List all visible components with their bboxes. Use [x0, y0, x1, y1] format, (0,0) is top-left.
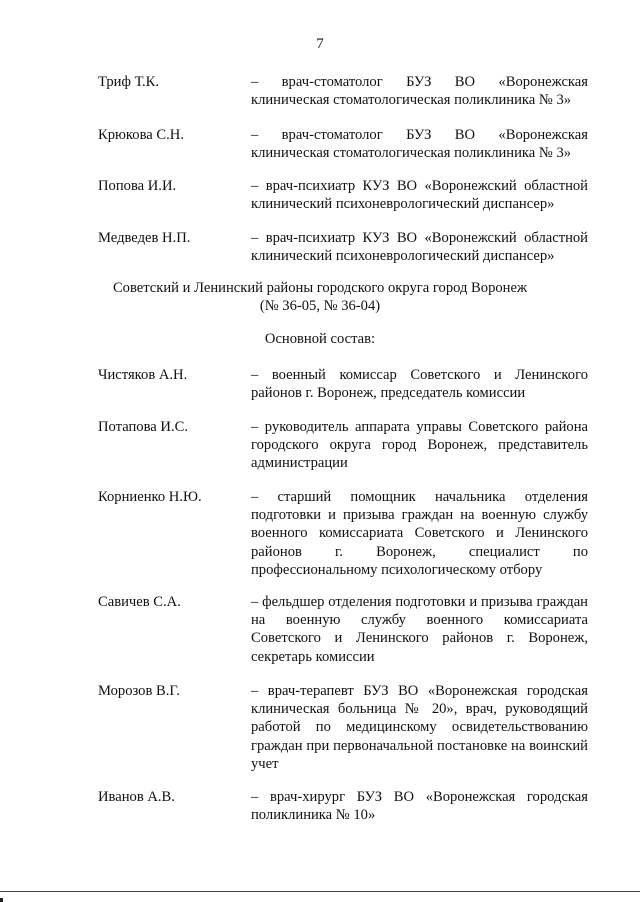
member-description: – врач-стоматолог БУЗ ВО «Воронежская клиническая стоматологическая поликлиника № 3» [251, 74, 588, 109]
section-title: Советский и Ленинский районы городского округа город Воронеж [112, 280, 528, 296]
composition-subheading: Основной состав: [264, 331, 376, 347]
member-description: – врач-психиатр КУЗ ВО «Воронежский областной клинический психоневрологический диспансер» [251, 178, 588, 213]
member-name: Морозов В.Г. [98, 683, 180, 699]
member-description: – врач-терапевт БУЗ ВО «Воронежская городская клиническая больница № 20», врач, руководящий работой по медицинскому освидетельствованию граждан при первоначальной постановке на воинский учет [251, 683, 588, 772]
member-name: Триф Т.К. [98, 74, 160, 90]
section-numbers: (№ 36-05, № 36-04) [259, 298, 381, 314]
member-description: – врач-стоматолог БУЗ ВО «Воронежская клиническая стоматологическая поликлиника № 3» [251, 127, 588, 162]
member-name: Попова И.И. [98, 178, 177, 194]
member-name: Медведев Н.П. [98, 230, 191, 246]
member-name: Корниенко Н.Ю. [98, 489, 202, 505]
member-description: – военный комиссар Советского и Ленинского районов г. Воронеж, председатель комиссии [251, 367, 588, 402]
member-description: – фельдшер отделения подготовки и призыва граждан на военную службу военного комиссариата Советского и Ленинского районов г. Воронеж, секретарь комиссии [251, 594, 588, 665]
member-name: Потапова И.С. [98, 419, 188, 435]
scan-edge-mark [0, 898, 3, 902]
member-name: Крюкова С.Н. [98, 127, 184, 143]
bottom-edge-line [0, 891, 640, 892]
member-name: Савичев С.А. [98, 594, 181, 610]
member-name: Иванов А.В. [98, 789, 175, 805]
member-name: Чистяков А.Н. [98, 367, 188, 383]
page-number: 7 [316, 36, 324, 52]
member-description: – старший помощник начальника отделения подготовки и призыва граждан на военную службу военного комиссариата Советского и Ленинского районов г. Воронеж, специалист по профессиональному психологическому отбору [251, 489, 588, 578]
member-description: – руководитель аппарата управы Советского района городского округа город Воронеж, представитель администрации [251, 419, 588, 472]
member-description: – врач-хирург БУЗ ВО «Воронежская городская поликлиника № 10» [251, 789, 588, 824]
member-description: – врач-психиатр КУЗ ВО «Воронежский областной клинический психоневрологический диспансер» [251, 230, 588, 265]
